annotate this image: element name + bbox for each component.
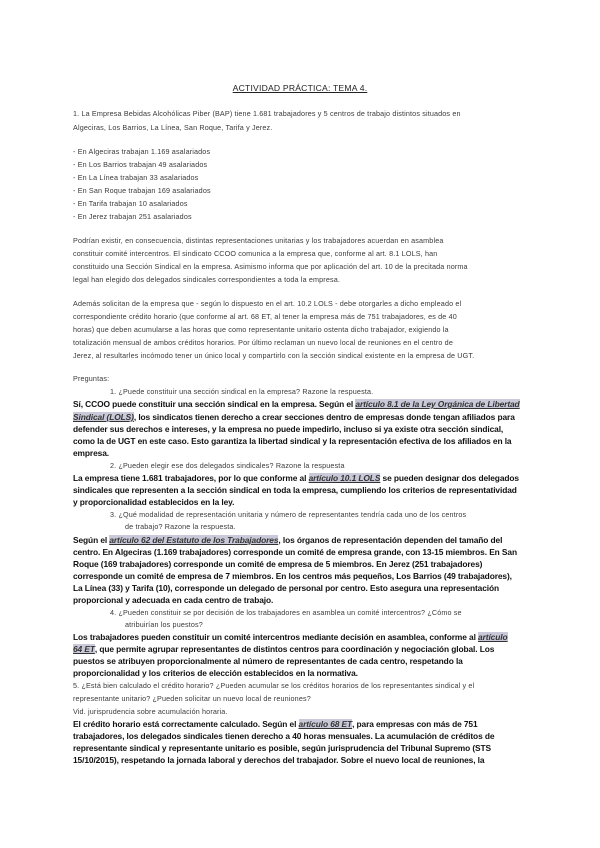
law-reference-link[interactable]: artículo 10.1 LOLS — [308, 473, 381, 483]
answer-5-line: El crédito horario está correctamente calculado. Según el artículo 68 ET, para empresas con más de 751 — [73, 719, 478, 729]
question-3: de trabajo? Razone la respuesta. — [125, 522, 236, 531]
answer-5-line: trabajadores, los delegados sindicales tienen derecho a 40 horas mensuales. La acumulación de créditos de — [73, 731, 495, 741]
paragraph-1-line: Podrían existir, en consecuencia, distintas representaciones unitarias y los trabajadores acuerdan en asamblea — [73, 236, 444, 245]
law-reference-link[interactable]: 64 ET — [73, 644, 95, 654]
answer-4-line: 64 ET, que permite agrupar representantes de distintos centros para coordinación y negociación global. Los — [73, 644, 495, 654]
questions-heading: Preguntas: — [73, 374, 110, 383]
answer-2-line: La empresa tiene 1.681 trabajadores, por lo que conforme al artículo 10.1 LOLS se pueden designar dos delegados — [73, 473, 519, 483]
answer-1-line: defender sus derechos e intereses, y la empresa no puede impedirlo, incluso si ya existe otra sección sindical, — [73, 424, 504, 434]
answer-3-line: centro. En Algeciras (1.169 trabajadores) corresponde un comité de empresa grande, con 13-15 miembros. En San — [73, 547, 517, 557]
center-item-los-barrios: - En Los Barrios trabajan 49 asalariados — [73, 160, 208, 169]
question-3: 3. ¿Qué modalidad de representación unitaria y número de representantes tendría cada uno de los centros — [110, 510, 467, 519]
paragraph-2-line: totalización mensual de ambos créditos horarios. Por último reclaman un nuevo local de reuniones en el centro de — [73, 338, 453, 347]
law-reference-link[interactable]: Sindical (LOLS) — [73, 412, 134, 422]
intro-line-2: Algeciras, Los Barrios, La Línea, San Roque, Tarifa y Jerez. — [73, 123, 273, 132]
law-reference-link[interactable]: artículo 62 del Estatuto de los Trabajadores — [109, 535, 279, 545]
intro-line-1: 1. La Empresa Bebidas Alcohólicas Piber (BAP) tiene 1.681 trabajadores y 5 centros de trabajo distintos situados en — [73, 109, 461, 118]
question-5: 5. ¿Está bien calculado el crédito horario? ¿Pueden acumular se los créditos horarios de los representantes sindical y el — [73, 681, 475, 690]
law-reference-link[interactable]: artículo 68 ET — [298, 719, 353, 729]
answer-3-line: corresponde un comité de empresa de 7 miembros. En los centros más pequeños, Los Barrios (49 trabajadores), — [73, 571, 512, 581]
center-item-san-roque: - En San Roque trabajan 169 asalariados — [73, 186, 211, 195]
answer-4-line: Los trabajadores pueden constituir un comité intercentros mediante decisión en asamblea, conforme al artículo — [73, 632, 508, 642]
paragraph-1-line: legal han elegido dos delegados sindicales correspondientes a toda la empresa. — [73, 275, 341, 284]
law-reference-link[interactable]: artículo — [478, 632, 508, 642]
question-5-note: Vid. jurisprudencia sobre acumulación horaria. — [73, 707, 228, 716]
answer-1-line: como la de UGT en este caso. Esto garantiza la libertad sindical y la representación efectiva de los afiliados en la — [73, 436, 512, 446]
answer-1-line: Sí, CCOO puede constituir una sección sindical en la empresa. Según el artículo 8.1 de la Ley Orgánica de Libertad — [73, 399, 520, 409]
answer-4-line: proporcionalidad y los criterios de elección establecidos en la normativa. — [73, 668, 358, 678]
question-4: 4. ¿Pueden constituir se por decisión de los trabajadores en asamblea un comité intercentros? ¿Cómo se — [110, 608, 462, 617]
center-item-la-linea: - En La Línea trabajan 33 asalariados — [73, 173, 199, 182]
question-1: 1. ¿Puede constituir una sección sindical en la empresa? Razone la respuesta. — [110, 387, 374, 396]
center-item-tarifa: - En Tarifa trabajan 10 asalariados — [73, 199, 188, 208]
answer-5-line: 15/10/2015), respetando la jornada laboral y derechos del trabajador. Sobre el nuevo local de reuniones, la — [73, 755, 485, 765]
answer-1-line: Sindical (LOLS), los sindicatos tienen derecho a crear secciones dentro de empresas donde tengan afiliados para — [73, 412, 515, 422]
answer-3-line: proporcional y adecuada en cada centro de trabajo. — [73, 595, 274, 605]
page-title: ACTIVIDAD PRÁCTICA: TEMA 4. — [232, 83, 368, 93]
paragraph-1-line: constituir comité intercentros. El sindicato CCOO comunica a la empresa que, conforme al art. 8.1 LOLS, han — [73, 249, 438, 258]
paragraph-2-line: horas) que deben acumularse a las horas que como representante unitario ostenta dicho trabajador, exigiendo la — [73, 325, 449, 334]
answer-4-line: puestos se atribuyen proporcionalmente al número de representantes de cada centro, respetando la — [73, 656, 463, 666]
paragraph-2-line: Además solicitan de la empresa que - según lo dispuesto en el art. 10.2 LOLS - debe otorgarles a dicho empleado el — [73, 299, 462, 308]
answer-2-line: y proporcionalidad establecidos en la ley. — [73, 497, 235, 507]
paragraph-2-line: correspondiente crédito horario (que conforme al art. 68 ET, al tener la empresa más de 751 trabajadores, es de 40 — [73, 312, 457, 321]
question-4: atribuirían los puestos? — [125, 620, 203, 629]
question-2: 2. ¿Pueden elegir ese dos delegados sindicales? Razone la respuesta — [110, 461, 345, 470]
answer-2-line: sindicales que representen a la sección sindical en toda la empresa, cumpliendo los criterios de representatividad — [73, 485, 517, 495]
answer-1-line: empresa. — [73, 448, 109, 458]
center-item-jerez: - En Jerez trabajan 251 asalariados — [73, 212, 192, 221]
answer-3-line: La Línea (33) y Tarifa (10), corresponde un delegado de personal por centro. Esto asegura una representación — [73, 583, 500, 593]
center-item-algeciras: - En Algeciras trabajan 1.169 asalariados — [73, 147, 211, 156]
law-reference-link[interactable]: artículo 8.1 de la Ley Orgánica de Libertad — [355, 399, 520, 409]
paragraph-1-line: constituido una Sección Sindical en la empresa. Asimismo informa que por aplicación del art. 10 de la precitada norma — [73, 262, 468, 271]
answer-5-line: representante sindical y representante unitario es posible, según jurisprudencia del Tribunal Supremo (STS — [73, 743, 492, 753]
question-5: representante unitario? ¿Pueden solicitar un nuevo local de reuniones? — [73, 694, 311, 703]
paragraph-2-line: Jerez, al resultarles incómodo tener un único local y compartirlo con la sección sindical existente en la empresa de UGT. — [73, 351, 475, 360]
answer-3-line: Roque (169 trabajadores) corresponde un comité de empresa de 5 miembros. En Jerez (251 trabajadores) — [73, 559, 483, 569]
answer-3-line: Según el artículo 62 del Estatuto de los Trabajadores, los órganos de representación dependen del tamaño del — [73, 535, 503, 545]
